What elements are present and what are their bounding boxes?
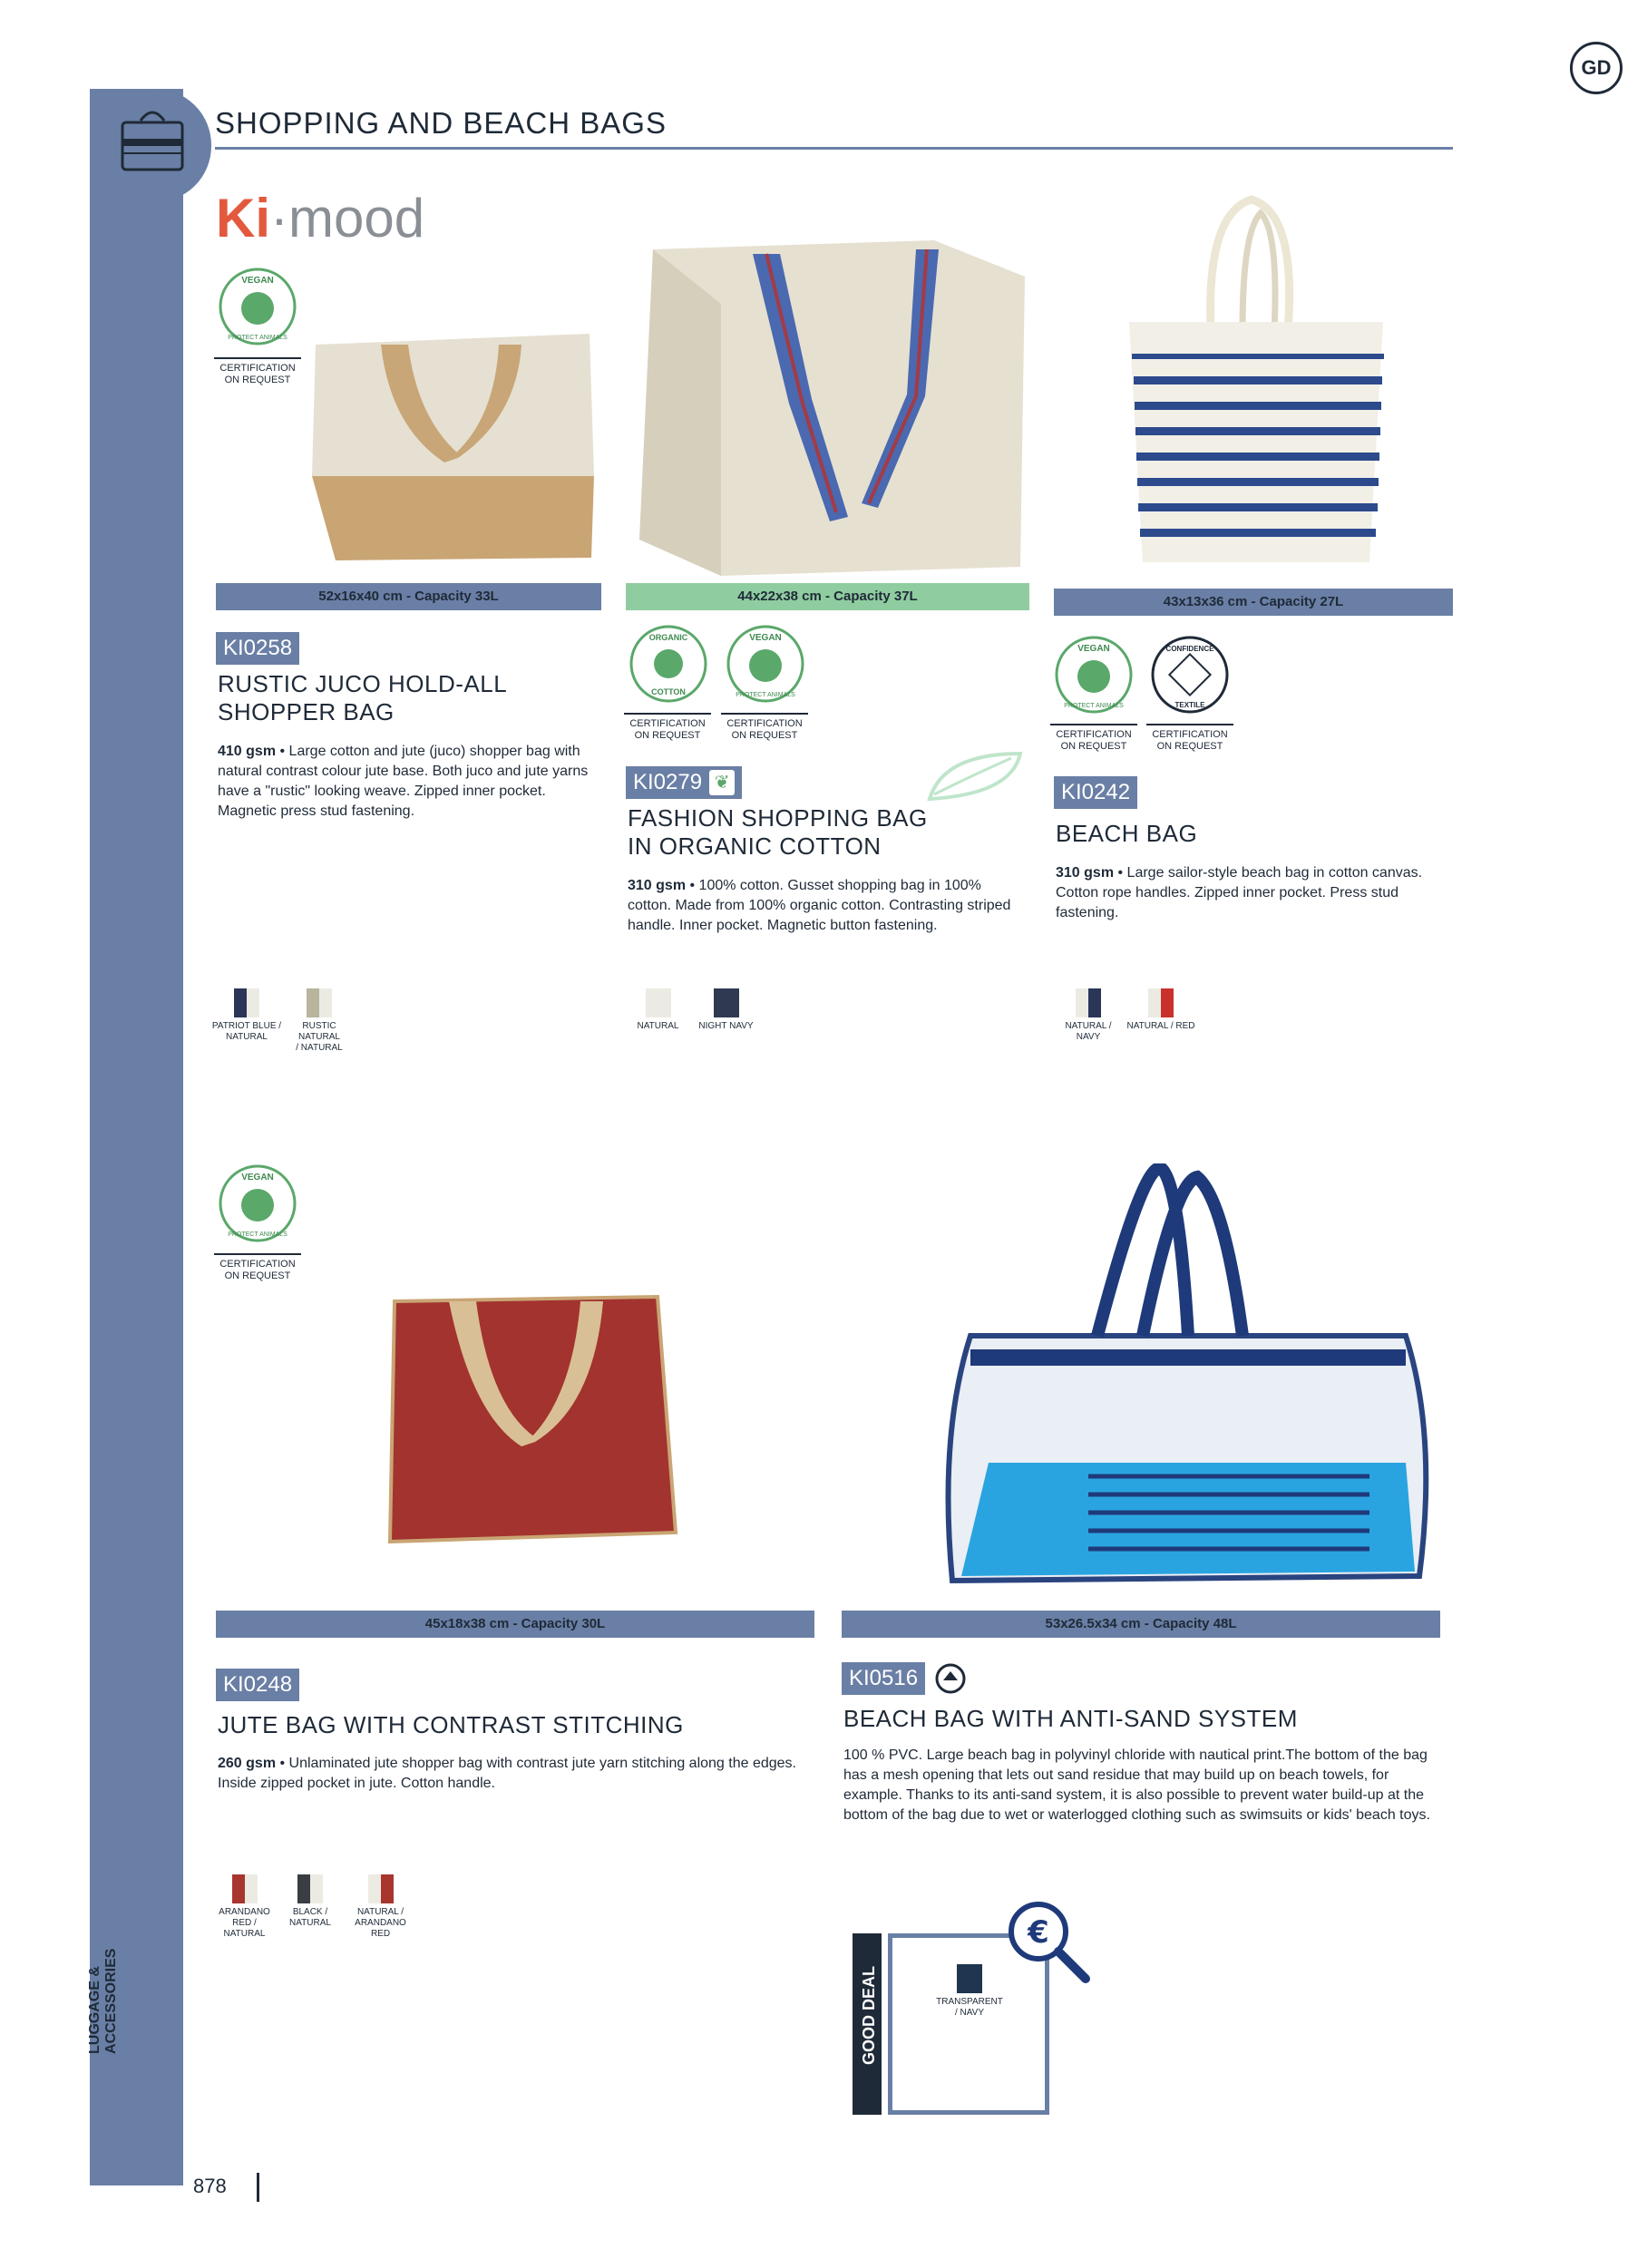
vegan-badge-icon (218, 1163, 297, 1243)
product-name-ki0242: BEACH BAG (1056, 820, 1198, 847)
product-desc-ki0279 (628, 876, 1018, 936)
spec-bar-ki0242: 43x13x36 cm - Capacity 27L (1054, 589, 1453, 616)
euro-magnifier-icon (1002, 1895, 1093, 1986)
product-image-ki0258 (308, 317, 599, 567)
swatch-label: BLACK / NATURAL (289, 1907, 331, 1928)
spec-bar-ki0279: 44x22x38 cm - Capacity 37L (626, 583, 1029, 610)
product-desc-text: • Unlaminated jute shopper bag with contrast jute yarn stitching along the edges. Inside zipped pocket in jute. Cotton handle. (218, 1756, 796, 1791)
certification-note: CERTIFICATION ON REQUEST (624, 713, 711, 742)
product-gsm: 260 gsm (218, 1756, 277, 1771)
product-desc-ki0516: 100 % PVC. Large beach bag in polyvinyl chloride with nautical print.The bottom of the bag has a mesh opening that lets out sand residue that may build up on beach towels, for example. Thanks to its anti-sand system, it is also possible to prevent water build-up at the bottom of the bag due to wet or waterlogged clothing such as swimsuits or kids' beach toys. (843, 1747, 1430, 1823)
swatch-chip (646, 988, 671, 1017)
swatch-chip (1148, 988, 1174, 1017)
product-image-ki0248 (385, 1288, 685, 1551)
color-swatch[interactable] (692, 988, 760, 1032)
vegan-badge-icon (218, 267, 297, 346)
product-code-ki0516 (842, 1662, 967, 1695)
svg-text:€: € (1028, 1914, 1049, 1951)
spec-bar-ki0516: 53x26.5x34 cm - Capacity 48L (842, 1611, 1440, 1638)
vegan-badge-icon (1054, 635, 1134, 715)
svg-text:PROTECT ANIMALS: PROTECT ANIMALS (736, 692, 795, 698)
product-desc-text: • 100% cotton. Gusset shopping bag in 100% cotton. Made from 100% organic cotton. Contrasting striped handle. Inner pocket. Magnetic button fastening. (628, 878, 1011, 933)
certification-note: CERTIFICATION ON REQUEST (1146, 724, 1233, 753)
swatch-chip (232, 1874, 258, 1903)
swatch-label: NATURAL (637, 1021, 679, 1031)
product-code-ki0258: KI0258 (216, 632, 299, 665)
svg-text:VEGAN: VEGAN (749, 633, 782, 643)
certification-note: CERTIFICATION ON REQUEST (214, 357, 301, 386)
product-name-line2: SHOPPER BAG (218, 698, 395, 725)
page-title: SHOPPING AND BEACH BAGS (215, 106, 667, 140)
product-image-ki0279 (635, 195, 1034, 580)
swatch-chip (368, 1874, 394, 1903)
side-label-line2: ACCESSORIES (103, 1948, 119, 2054)
swatch-label: ARANDANO RED / NATURAL (219, 1907, 270, 1939)
swatch-label: RUSTIC NATURAL / NATURAL (296, 1021, 343, 1053)
svg-text:COTTON: COTTON (651, 687, 686, 696)
color-swatch[interactable] (1052, 988, 1125, 1043)
swatch-row-ki0258 (210, 988, 374, 1054)
product-desc-ki0258 (218, 742, 590, 822)
title-rule (215, 147, 1453, 150)
product-gsm: 310 gsm (628, 878, 687, 893)
product-code-ki0242: KI0242 (1054, 776, 1137, 809)
product-desc-ki0248 (218, 1754, 798, 1794)
brand-logo-ki: Ki (216, 188, 270, 248)
svg-text:PROTECT ANIMALS: PROTECT ANIMALS (1064, 703, 1124, 709)
svg-text:PROTECT ANIMALS: PROTECT ANIMALS (228, 1231, 287, 1238)
swatch-label: NATURAL / NAVY (1065, 1021, 1112, 1042)
svg-text:CONFIDENCE: CONFIDENCE (1165, 645, 1214, 653)
swatch-chip (297, 1874, 323, 1903)
certification-note: CERTIFICATION ON REQUEST (721, 713, 808, 742)
good-deal-label: GOOD DEAL (860, 1965, 878, 2065)
bag-section-icon (115, 102, 190, 177)
svg-text:VEGAN: VEGAN (1077, 644, 1110, 654)
product-code-ki0279 (626, 766, 742, 799)
leaf-icon (925, 749, 1025, 803)
product-image-ki0516 (934, 1163, 1442, 1599)
product-code-text: KI0516 (842, 1662, 925, 1695)
color-swatch[interactable] (210, 1874, 278, 1940)
swatch-chip (307, 988, 332, 1017)
color-swatch[interactable] (624, 988, 692, 1032)
certification-note: CERTIFICATION ON REQUEST (1050, 724, 1137, 753)
swatch-row-ki0242 (1052, 988, 1215, 1043)
product-desc-text: • Large cotton and jute (juco) shopper bag with natural contrast colour jute base. Both juco and jute yarns have a "rustic" looking weave. Zipped inner pocket. Magnetic press stud fastening. (218, 744, 589, 819)
product-image-ki0242 (1125, 195, 1388, 567)
product-desc-text: • Large sailor-style beach bag in cotton canvas. Cotton rope handles. Zipped inner pocket. Press stud fastening. (1056, 865, 1423, 920)
product-name-line1: RUSTIC JUCO HOLD-ALL (218, 670, 508, 697)
swatch-chip (234, 988, 259, 1017)
organic-leaf-icon: ❦ (709, 770, 735, 795)
side-label-line1: LUGGAGE & (87, 1966, 102, 2054)
color-swatch[interactable] (342, 1874, 419, 1940)
color-swatch[interactable] (278, 1874, 342, 1940)
publisher-logo: GD (1570, 42, 1623, 94)
swatch-chip (714, 988, 739, 1017)
svg-text:TEXTILE: TEXTILE (1174, 701, 1205, 709)
brand-logo (216, 187, 424, 249)
swatch-label: NATURAL / RED (1126, 1021, 1195, 1031)
page-number-divider (257, 2173, 259, 2202)
color-swatch[interactable] (929, 1964, 1010, 2019)
side-category-label (87, 1918, 141, 2054)
spec-bar-ki0258: 52x16x40 cm - Capacity 33L (216, 583, 601, 610)
product-name-ki0279 (628, 804, 1009, 861)
product-name-line2: IN ORGANIC COTTON (628, 832, 882, 860)
swatch-label: PATRIOT BLUE / NATURAL (211, 1021, 282, 1042)
swatch-chip (1076, 988, 1101, 1017)
product-gsm: 410 gsm (218, 744, 277, 759)
organic-cotton-badge-icon (629, 624, 708, 704)
color-swatch[interactable] (210, 988, 283, 1054)
color-swatch[interactable] (1125, 988, 1197, 1043)
vegan-badge-icon (726, 624, 805, 704)
swatch-label: NIGHT NAVY (698, 1021, 754, 1031)
product-code-ki0248: KI0248 (216, 1669, 299, 1701)
product-name-line1: FASHION SHOPPING BAG (628, 804, 928, 832)
brand-logo-mood: ·mood (270, 188, 425, 248)
product-name-ki0516: BEACH BAG WITH ANTI-SAND SYSTEM (843, 1705, 1298, 1732)
product-desc-ki0242 (1056, 863, 1455, 923)
swatch-chip (957, 1964, 982, 1993)
product-name-ki0248: JUTE BAG WITH CONTRAST STITCHING (218, 1711, 684, 1738)
recycle-icon (934, 1662, 967, 1695)
svg-text:VEGAN: VEGAN (241, 1173, 274, 1183)
spec-bar-ki0248: 45x18x38 cm - Capacity 30L (216, 1611, 814, 1638)
swatch-row-ki0248 (210, 1874, 428, 1940)
swatch-label: NATURAL / ARANDANO RED (355, 1907, 406, 1939)
swatch-row-ki0279 (624, 988, 787, 1032)
page-number: 878 (193, 2175, 227, 2197)
product-code-text: KI0279 (633, 770, 703, 794)
svg-text:ORGANIC: ORGANIC (648, 633, 688, 642)
sidebar-band (90, 89, 183, 2185)
certification-note: CERTIFICATION ON REQUEST (214, 1253, 301, 1282)
confidence-textile-badge-icon (1150, 635, 1230, 715)
product-name-ki0258 (218, 670, 580, 726)
swatch-label: TRANSPARENT / NAVY (936, 1997, 1003, 2018)
svg-text:VEGAN: VEGAN (241, 276, 274, 286)
color-swatch[interactable] (283, 988, 356, 1054)
svg-text:PROTECT ANIMALS: PROTECT ANIMALS (228, 335, 287, 341)
product-gsm: 310 gsm (1056, 865, 1115, 881)
